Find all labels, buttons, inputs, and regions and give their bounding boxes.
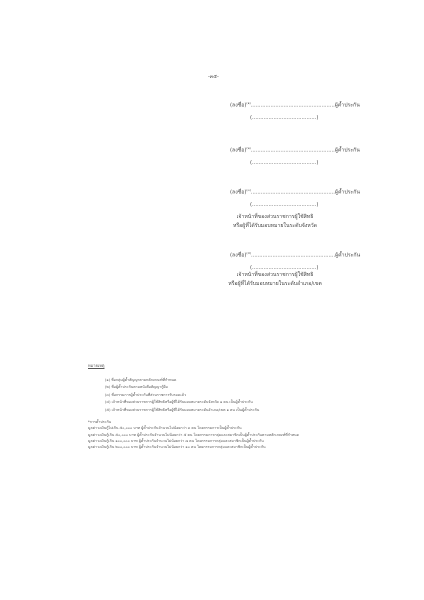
signature-role: ผู้ค้ำประกัน: [335, 252, 361, 259]
note-item: (๒) ชื่อผู้ค้ำประกันตามหนังสือสัญญากู้ยืม: [105, 385, 168, 390]
footnote-ref: (๒): [246, 146, 251, 150]
signature-role: ผู้ค้ำประกัน: [334, 147, 360, 154]
signature-dots: ...................................................: [250, 102, 335, 109]
guarantee-condition: มูลค่าวงเงินกู้เกิน ๕๐,๐๐๐ บาท ผู้ค้ำประกันจำนวนไม่น้อยกว่า ๕ คน โดยกรรมการกลุ่มและสมาชิกเป็นผู้ค้ำประกันตามหลักเกณฑ์ที่กำหนด: [88, 432, 299, 437]
name-line: (.......................................): [250, 265, 319, 271]
note-item: (๓) ชื่อกรรมการผู้ค้ำประกันที่ส่วนราชการรับรองแล้ว: [105, 392, 186, 397]
guarantee-heading: *การค้ำประกัน: [88, 419, 112, 424]
footnote-ref: (๓): [246, 188, 251, 192]
note-item: (๑) ชื่อกลุ่มผู้ค้ำสัญญาตามหลักเกณฑ์ที่กำหนด: [105, 378, 177, 382]
notes-section: [88, 362, 388, 451]
signature-prefix: (ลงชื่อ): [230, 189, 247, 196]
signature-dots: ...................................................: [250, 147, 335, 154]
name-line: (.......................................): [250, 115, 319, 121]
signature-dots: ...................................................: [251, 252, 336, 259]
guarantee-condition: มูลค่าวงเงินกู้เกิน ๒๐๐,๐๐๐ บาท ผู้ค้ำประกันจำนวนไม่น้อยกว่า ๑๐ คน โดยกรรมการกลุ่มและสมาชิกเป็นผู้ค้ำประกัน: [88, 445, 266, 450]
name-line: (.......................................): [250, 202, 319, 208]
signature-line: [230, 101, 360, 110]
org-line: เจ้าหน้าที่ของส่วนราชการผู้ใช้สิทธิ: [236, 214, 314, 220]
guarantee-condition: มูลค่าวงเงินกู้เกิน ๑๐๐,๐๐๐ บาท ผู้ค้ำประกันจำนวนไม่น้อยกว่า ๗ คน โดยกรรมการกลุ่มและสมาชิกเป็นผู้ค้ำประกัน: [88, 439, 264, 444]
footnote-ref: (๑): [246, 101, 251, 105]
note-item: (๔) เจ้าหน้าที่ของส่วนราชการผู้ใช้สิทธิหรือผู้ที่ได้รับมอบหมายระดับจังหวัด ๑ คน เป็นผู้ค้ำประกัน: [105, 400, 253, 405]
signature-role: ผู้ค้ำประกัน: [334, 189, 360, 196]
org-line: หรือผู้ที่ได้รับมอบหมายในระดับจังหวัด: [232, 223, 318, 229]
signature-line: [230, 251, 360, 260]
signature-line: [230, 188, 360, 197]
guarantee-condition: มูลค่าวงเงินกู้ไม่เกิน ๕๐,๐๐๐ บาท ผู้ค้ำประกันจำนวนไม่น้อยกว่า ๓ คน โดยกรรมการเป็นผู้ค้ำประกัน: [88, 426, 242, 431]
signature-dots: ...................................................: [250, 189, 335, 196]
signature-role: ผู้ค้ำประกัน: [334, 102, 360, 109]
notes-heading: หมายเหตุ: [88, 363, 105, 368]
note-item: (๕) เจ้าหน้าที่ของส่วนราชการผู้ใช้สิทธิหรือผู้ที่ได้รับมอบหมายระดับอำเภอ/เขต ๑ คน เป็นผู้ค้ำประกัน: [105, 407, 260, 412]
org-line: เจ้าหน้าที่ของส่วนราชการผู้ใช้สิทธิ: [236, 272, 314, 278]
page-number: -๓๕-: [208, 74, 219, 80]
signature-line: [230, 146, 360, 155]
name-line: (.......................................): [250, 160, 319, 166]
signature-prefix: (ลงชื่อ): [230, 252, 247, 259]
org-line: หรือผู้ที่ได้รับมอบหมายในระดับอำเภอ/เขต: [228, 281, 322, 287]
signature-prefix: (ลงชื่อ): [230, 102, 247, 109]
footnote-ref: (๔): [246, 251, 252, 255]
signature-prefix: (ลงชื่อ): [230, 147, 247, 154]
